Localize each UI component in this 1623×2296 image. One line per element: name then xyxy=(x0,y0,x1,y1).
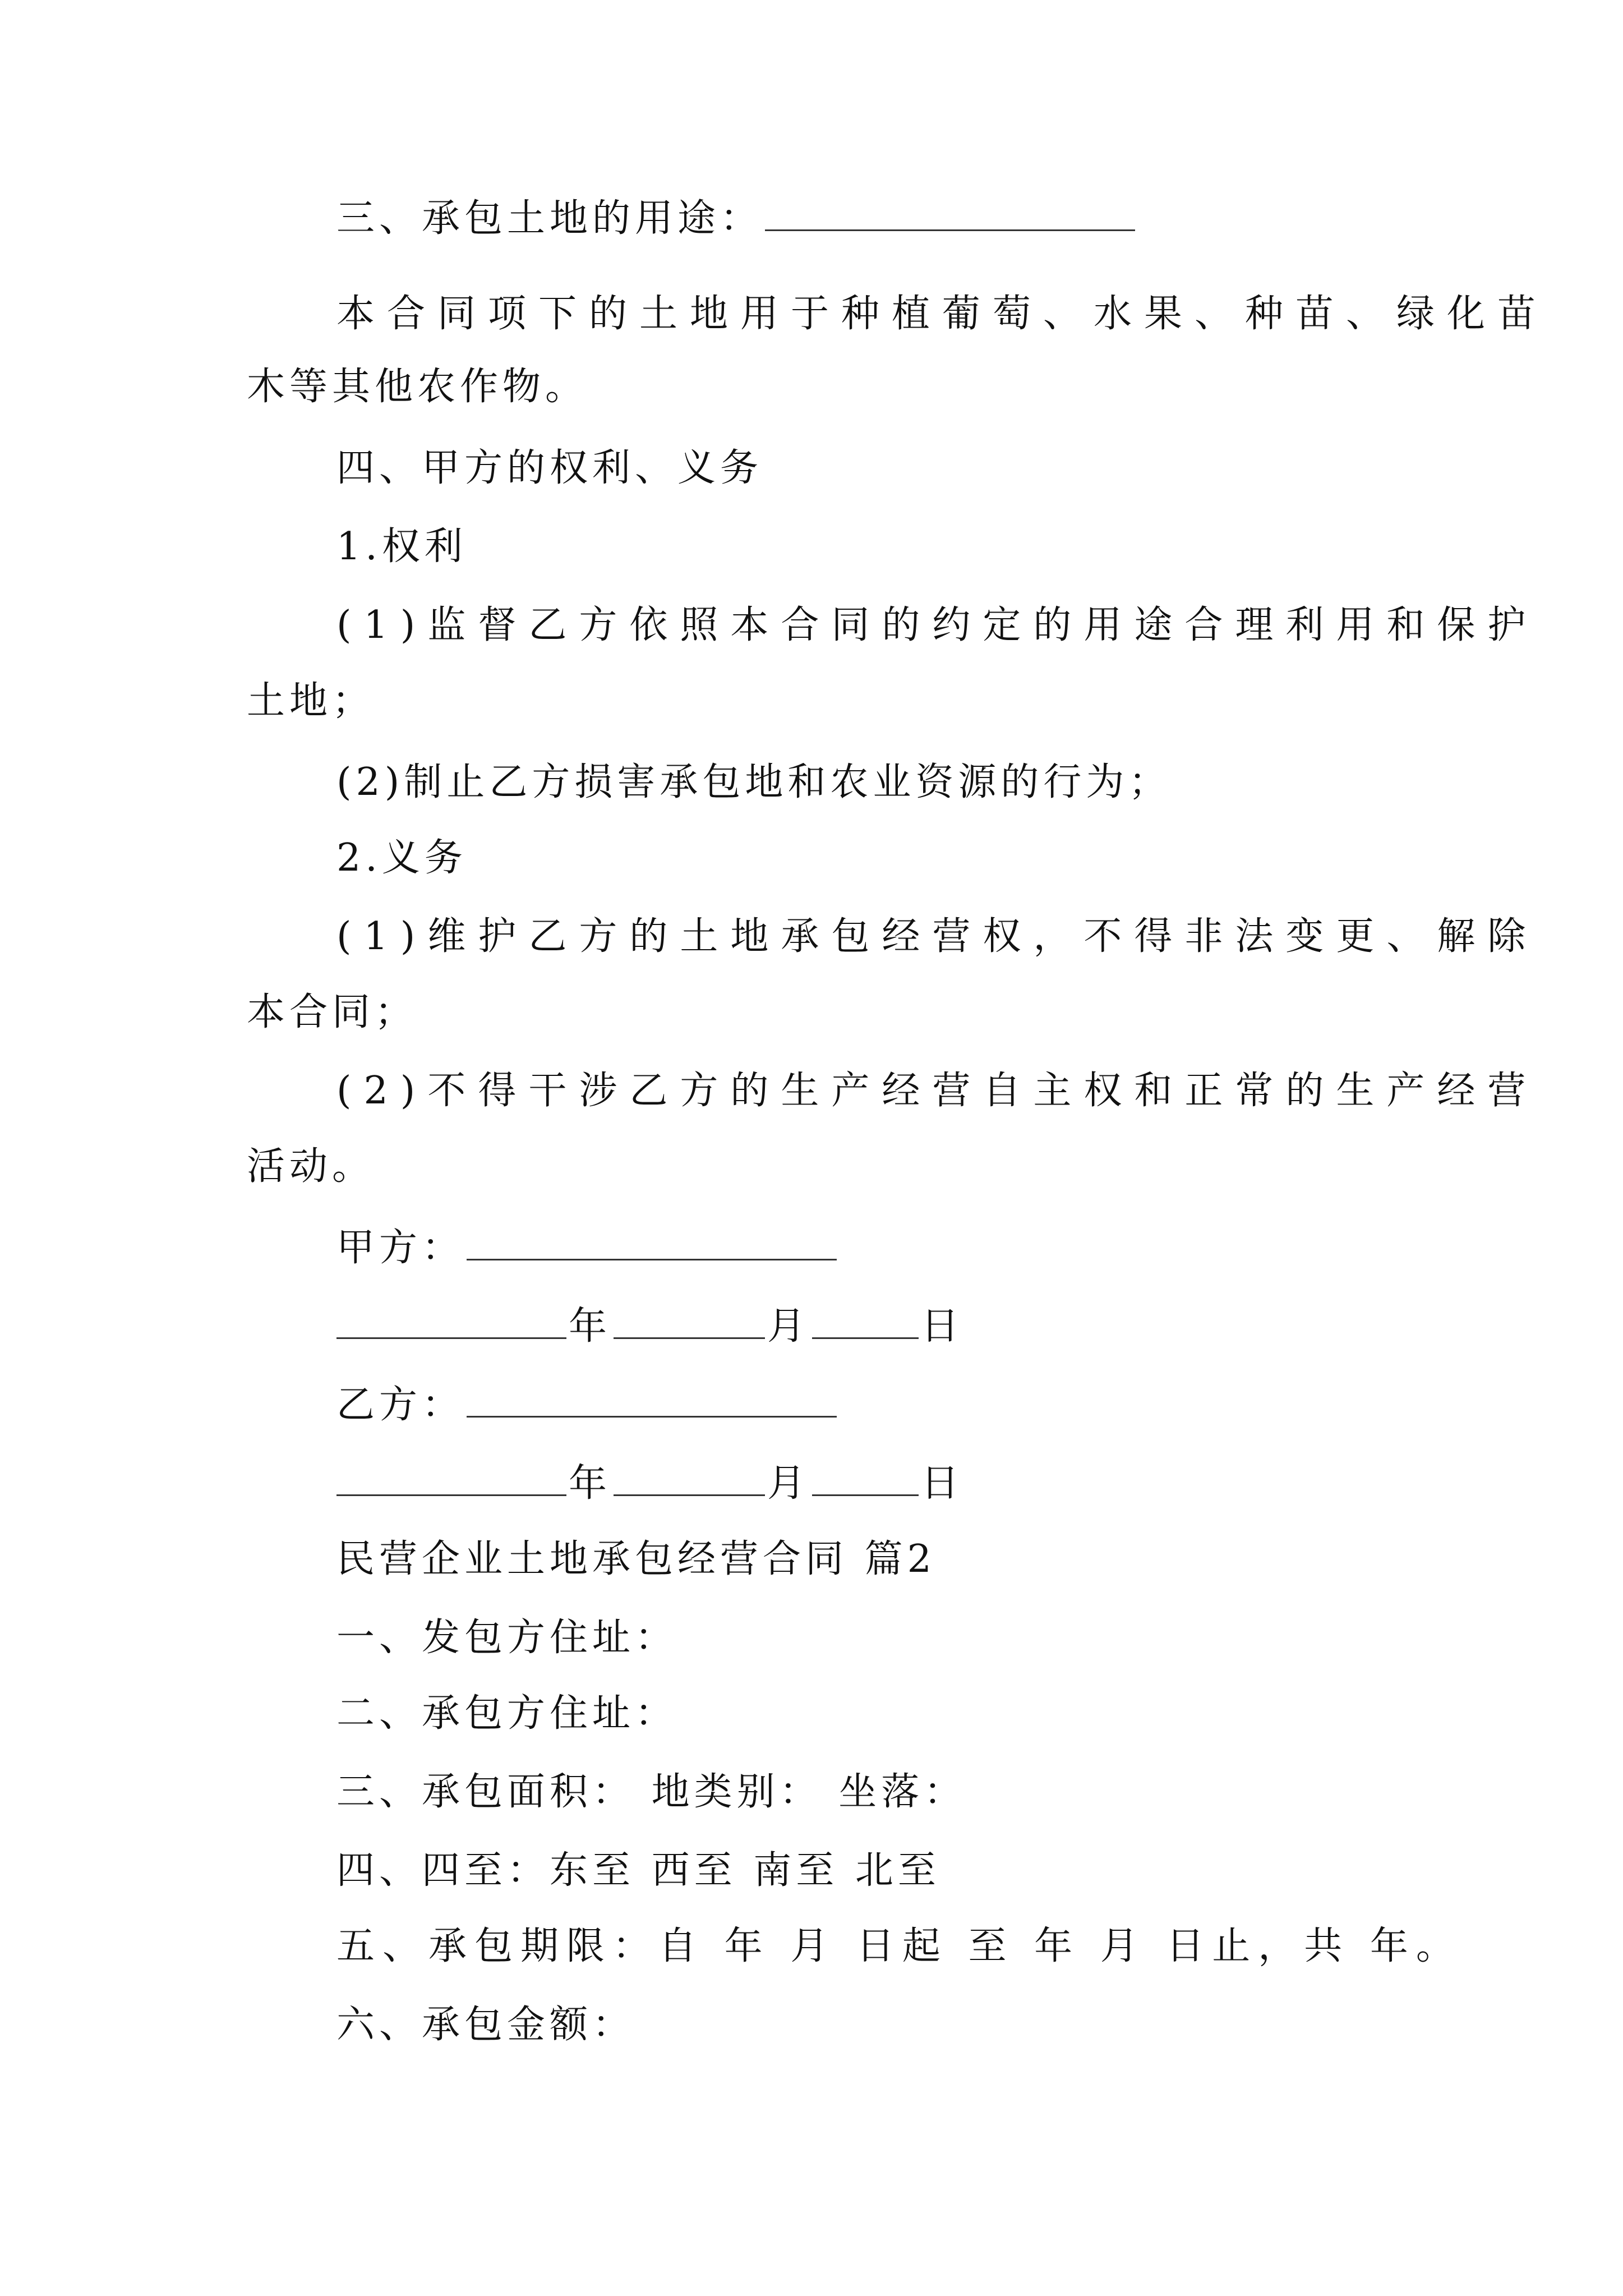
use-blank-field xyxy=(765,194,1135,231)
party-a-blank-field xyxy=(467,1223,837,1260)
duty-1-line-1: (1)维护乙方的土地承包经营权，不得非法变更、解除 xyxy=(336,914,1538,959)
party-b-year-label: 年 xyxy=(569,1461,612,1506)
section-2-item-6: 六、承包金额： xyxy=(336,2003,635,2047)
use-heading: 三、承包土地的用途： xyxy=(336,196,763,241)
party-a-day-blank xyxy=(812,1301,919,1339)
duty-2-line-2: 活动。 xyxy=(247,1144,375,1189)
party-b-day-blank xyxy=(812,1458,919,1496)
use-heading-line xyxy=(336,191,1137,247)
party-b-month-blank xyxy=(614,1458,765,1496)
party-a-month-blank xyxy=(614,1301,765,1339)
section-2-item-4: 四、四至：东至 西至 南至 北至 xyxy=(336,1848,940,1893)
right-2: (2)制止乙方损害承包地和农业资源的行为； xyxy=(336,760,1172,804)
party-b-month-label: 月 xyxy=(767,1461,810,1506)
party-b-date-line xyxy=(336,1456,963,1512)
section-2-item-1: 一、发包方住址： xyxy=(336,1616,678,1660)
party-a-signature-line xyxy=(336,1220,839,1276)
party-a-month-label: 月 xyxy=(767,1304,810,1349)
duty-1-line-2: 本合同； xyxy=(247,990,418,1034)
section-2-item-3: 三、承包面积： 地类别： 坐落： xyxy=(336,1770,967,1814)
section-2-item-5: 五、承包期限：自 年 月 日起 至 年 月 日止，共 年。 xyxy=(336,1924,1462,1968)
party-a-year-label: 年 xyxy=(569,1304,612,1349)
duties-heading: 2.义务 xyxy=(336,836,467,880)
section-2-item-2: 二、承包方住址： xyxy=(336,1691,678,1736)
party-b-signature-line xyxy=(336,1377,839,1433)
party-a-year-blank xyxy=(336,1301,566,1339)
party-a-day-label: 日 xyxy=(921,1304,964,1349)
party-b-label: 乙方： xyxy=(336,1383,465,1427)
use-body-line-2: 木等其他农作物。 xyxy=(247,365,588,409)
party-b-day-label: 日 xyxy=(921,1461,964,1506)
duty-2-line-1: (2)不得干涉乙方的生产经营自主权和正常的生产经营 xyxy=(336,1069,1538,1113)
party-a-rights-heading: 四、甲方的权利、义务 xyxy=(336,446,763,490)
section-2-title: 民营企业土地承包经营合同 篇2 xyxy=(336,1537,936,1581)
right-1-line-2: 土地； xyxy=(247,679,375,723)
right-1-line-1: (1)监督乙方依照本合同的约定的用途合理利用和保护 xyxy=(336,603,1538,647)
party-a-label: 甲方： xyxy=(336,1226,465,1270)
use-body-line-1: 本合同项下的土地用于种植葡萄、水果、种苗、绿化苗 xyxy=(336,292,1548,336)
party-b-year-blank xyxy=(336,1458,566,1496)
party-b-blank-field xyxy=(467,1380,837,1418)
rights-heading: 1.权利 xyxy=(336,524,467,569)
party-a-date-line xyxy=(336,1299,963,1355)
